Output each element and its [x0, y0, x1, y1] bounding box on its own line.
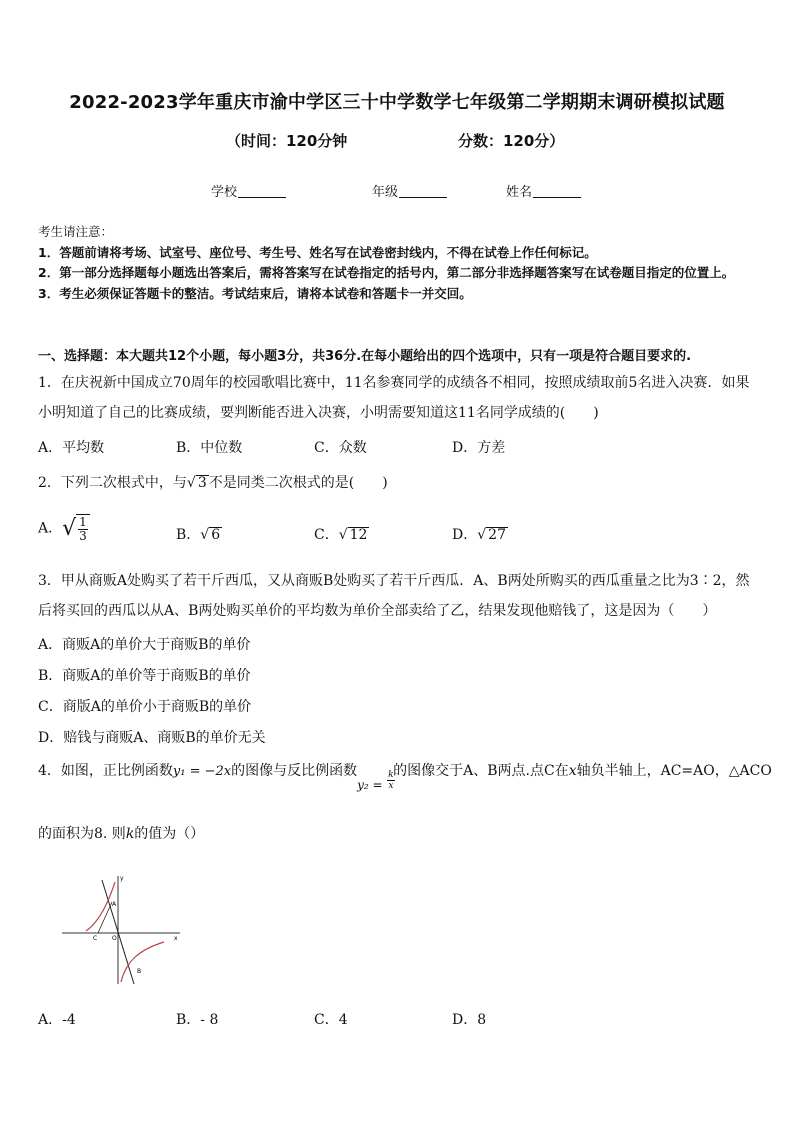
q4-stem-part-b: 的图像与反比例函数 — [231, 763, 358, 779]
q2-stem-start: 2．下列二次根式中，与 — [38, 475, 187, 491]
school-label: 学校 — [211, 185, 238, 200]
q4-var-k: k — [125, 826, 135, 842]
q2-b-label: B． — [176, 527, 201, 543]
section-heading: 一、选择题：本大题共12个小题，每小题3分，共36分.在每小题给出的四个选项中，只有一项是符合题目要求的. — [38, 349, 692, 364]
q4-var-x: x — [568, 763, 577, 779]
q2-d-radicand: 27 — [488, 527, 506, 543]
q4-option-a[interactable]: A．-4 — [38, 1012, 76, 1028]
note-item-2: 2．第一部分选择题每小题选出答案后，需将答案写在试卷指定的括号内，第二部分非选择题答案写在试卷题目指定的位置上。 — [38, 265, 735, 280]
label-y-axis: y — [120, 875, 124, 882]
q4-option-c[interactable]: C．4 — [314, 1012, 348, 1028]
q4-formula-1: y₁ = −2x — [172, 764, 232, 779]
grade-field[interactable] — [372, 181, 447, 200]
school-field[interactable] — [211, 181, 286, 200]
q4-stem-part-e: 的面积为8. 则 — [38, 826, 126, 842]
exam-score: 分数：120分） — [458, 132, 565, 150]
q2-d-sqrt-sign: √ — [477, 527, 487, 543]
notes-heading: 考生请注意： — [38, 224, 114, 239]
q2-option-d[interactable] — [452, 524, 508, 544]
grade-label: 年级 — [372, 185, 399, 200]
q1-option-c[interactable]: C．众数 — [314, 440, 367, 456]
q4-formula-2-lhs: y₂ = — [357, 778, 383, 792]
q2-stem-end: 不是同类二次根式的是( ) — [208, 475, 388, 491]
exam-time: （时间：120分钟 — [226, 132, 348, 150]
q4-option-b[interactable]: B．- 8 — [176, 1012, 219, 1028]
q1-option-a[interactable]: A．平均数 — [38, 440, 105, 456]
school-blank[interactable] — [238, 185, 286, 198]
q4-stem-part-d: 轴负半轴上，AC=AO，△ACO — [576, 763, 772, 779]
q2-a-fraction — [76, 514, 90, 543]
paper-title: 2022-2023学年重庆市渝中学区三十中学数学七年级第二学期期末调研模拟试题 — [69, 92, 725, 113]
q3-option-a[interactable]: A．商贩A的单价大于商贩B的单价 — [38, 637, 251, 653]
q2-a-label: A． — [38, 520, 63, 537]
q2-c-label: C． — [314, 527, 339, 543]
q2-c-sqrt-sign: √ — [338, 527, 348, 543]
label-x-axis: x — [174, 935, 178, 942]
label-c: C — [93, 935, 98, 942]
question-1-stem: 1．在庆祝新中国成立70周年的校园歌唱比赛中，11名参赛同学的成绩各不相同，按照成绩取前5名进入决赛．如果小明知道了自己的比赛成绩，要判断能否进入决赛，小明需要知道这11名同学成绩的( ) — [38, 375, 750, 421]
q2-option-c[interactable] — [314, 524, 369, 544]
q4-formula-2-num: k — [388, 770, 394, 780]
question-2-stem — [38, 472, 388, 492]
q4-option-d[interactable]: D．8 — [452, 1012, 487, 1028]
name-label: 姓名 — [506, 185, 533, 200]
note-item-3: 3．考生必须保证答题卡的整洁。考试结束后，请将本试卷和答题卡一并交回。 — [38, 285, 472, 301]
question-3-stem: 3．甲从商贩A处购买了若干斤西瓜，又从商贩B处购买了若干斤西瓜．A、B两处所购买的西瓜重量之比为3∶2，然后将买回的西瓜以从A、B两处购买单价的平均数为单价全部卖给了乙，结果发现他赔钱了，这是因为（ ） — [38, 573, 750, 619]
candidate-notes — [38, 222, 762, 304]
q2-b-sqrt-sign: √ — [200, 527, 210, 543]
label-a: A — [112, 901, 117, 908]
label-b: B — [137, 968, 142, 975]
q2-a-numerator: 1 — [79, 515, 87, 529]
q2-sqrt-sign: √ — [186, 475, 196, 491]
q4-stem-part-f: 的值为（） — [134, 826, 205, 842]
q2-option-a[interactable] — [38, 514, 90, 543]
q1-option-d[interactable]: D．方差 — [452, 440, 506, 456]
label-o: O — [112, 935, 117, 942]
q3-option-c[interactable]: C．商版A的单价小于商贩B的单价 — [38, 699, 252, 715]
q4-stem-part-a: 4．如图，正比例函数 — [38, 763, 173, 779]
name-blank[interactable] — [533, 185, 581, 198]
q2-d-label: D． — [452, 527, 478, 543]
q2-a-sqrt-sign: √ — [62, 516, 77, 541]
question-4-stem-line1 — [38, 760, 772, 792]
q2-option-b[interactable] — [176, 524, 222, 544]
note-item-1: 1．答题前请将考场、试室号、座位号、考生号、姓名写在试卷密封线内，不得在试卷上作任何标记。 — [38, 244, 597, 260]
q4-stem-part-c: 的图像交于A、B两点.点C在 — [393, 763, 569, 779]
q3-option-d[interactable]: D．赔钱与商贩A、商贩B的单价无关 — [38, 730, 266, 746]
q2-a-denominator: 3 — [79, 529, 87, 543]
q2-b-radicand: 6 — [211, 527, 221, 543]
q4-graph-figure — [60, 872, 184, 988]
q2-c-radicand: 12 — [349, 527, 368, 543]
name-field[interactable] — [506, 181, 581, 200]
question-4-stem-line2 — [38, 823, 204, 843]
grade-blank[interactable] — [399, 185, 447, 198]
q4-formula-2-den: x — [388, 781, 394, 791]
q3-option-b[interactable]: B．商贩A的单价等于商贩B的单价 — [38, 668, 251, 684]
q1-option-b[interactable]: B．中位数 — [176, 440, 243, 456]
q2-radicand: 3 — [197, 475, 207, 491]
q4-formula-2-fraction — [387, 770, 394, 791]
